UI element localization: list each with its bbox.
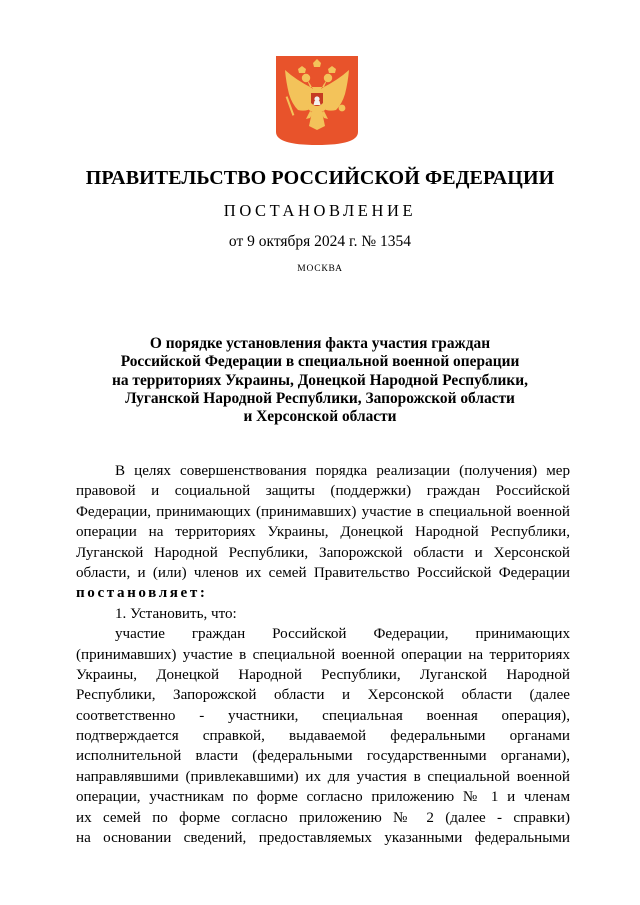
title-line: на территориях Украины, Донецкой Народной Республики,: [111, 371, 528, 389]
body-line: области, и (или) членов их семей Правительство Российской Федерации: [76, 564, 570, 581]
body-line: соответственно - участники, специальная военная операция),: [76, 707, 570, 724]
government-title: ПРАВИТЕЛЬСТВО РОССИЙСКОЙ ФЕДЕРАЦИИ: [85, 167, 555, 189]
document-body: [76, 461, 570, 848]
document-date-number: от 9 октября 2024 г. № 1354: [228, 233, 412, 250]
body-line: 1. Установить, что:: [115, 605, 237, 622]
document-city: МОСКВА: [297, 264, 343, 274]
body-line: Луганской Народной Республики, Запорожской области и Херсонской: [76, 544, 570, 561]
body-line: правовой и социальной защиты (поддержки) граждан Российской: [76, 483, 570, 500]
body-line: Федерации, принимающих (принимавших) участие в специальной военной: [76, 503, 570, 520]
coat-of-arms-icon: [276, 56, 358, 145]
body-line: исполнительной власти (федеральными государственными органами),: [76, 748, 570, 765]
body-line: операции, участникам по форме согласно приложению № 1 и членам: [76, 789, 570, 806]
resolution-word: постановляет:: [76, 585, 208, 602]
title-line: Российской Федерации в специальной военной операции: [120, 353, 520, 371]
body-line: (принимавших) участие в специальной военной операции на территориях: [76, 646, 570, 663]
body-line: участие граждан Российской Федерации, принимающих: [115, 626, 570, 643]
body-line: В целях совершенствования порядка реализации (получения) мер: [115, 463, 570, 479]
body-line: операции на территориях Украины, Донецкой Народной Республики,: [76, 524, 570, 541]
title-line: Луганской Народной Республики, Запорожской области: [125, 389, 515, 407]
body-line: направлявшими (привлекавшими) их для участия в специальной военной: [76, 768, 570, 785]
title-line: и Херсонской области: [243, 408, 397, 426]
body-line: подтверждается справкой, выдаваемой федеральными органами: [76, 728, 570, 745]
body-line: их семей по форме согласно приложению № 2 (далее - справки): [76, 809, 570, 826]
document-type: ПОСТАНОВЛЕНИЕ: [223, 201, 417, 220]
body-line: Республики, Запорожской области и Херсонской области (далее: [76, 687, 570, 704]
title-line: О порядке установления факта участия граждан: [149, 335, 491, 352]
body-line: на основании сведений, предоставляемых указанными федеральными: [76, 830, 570, 847]
document-title: [0, 335, 640, 426]
body-line: Украины, Донецкой Народной Республики, Луганской Народной: [76, 666, 570, 683]
